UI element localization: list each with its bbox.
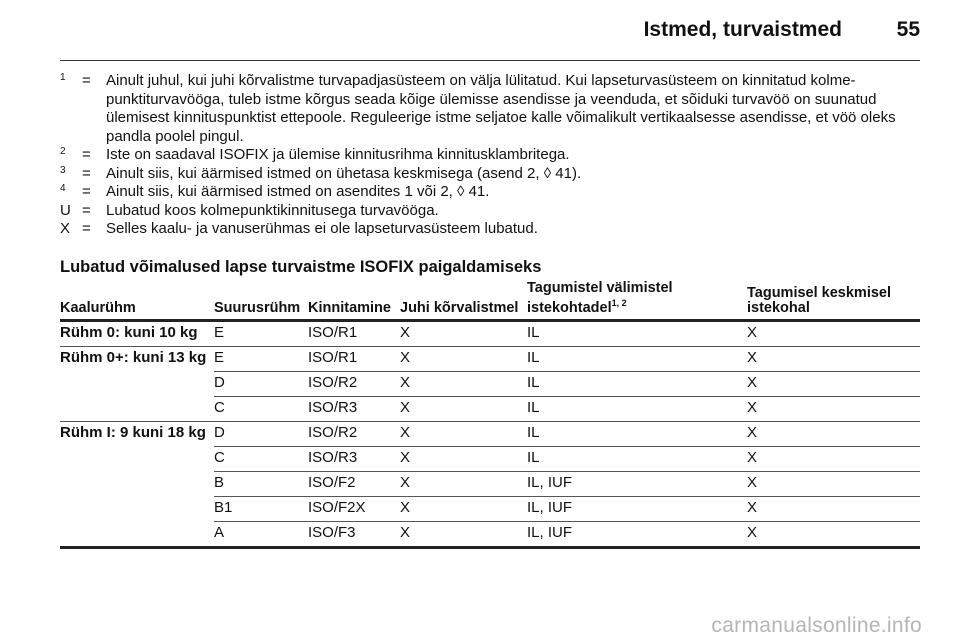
header-rear-outboard-line1: Tagumistel välimistel bbox=[527, 280, 673, 296]
cell-weight-group bbox=[60, 396, 214, 421]
cell-weight-group: Rühm I: 9 kuni 18 kg bbox=[60, 423, 206, 441]
footnote-mark: 3 bbox=[60, 164, 66, 176]
cell-rear-outboard: IL bbox=[527, 396, 747, 421]
cell-rear-outboard: IL bbox=[527, 421, 747, 446]
cell-weight-group: Rühm 0: kuni 10 kg bbox=[60, 320, 214, 346]
header-footnote-ref: 1, 2 bbox=[611, 298, 627, 308]
cell-weight-group bbox=[60, 496, 214, 521]
table-row bbox=[60, 346, 920, 371]
page-number: 55 bbox=[896, 18, 920, 41]
footnote bbox=[60, 202, 920, 221]
footnote-equals: = bbox=[82, 201, 91, 219]
footnote-text: Iste on saadaval ISOFIX ja ülemise kinnitusrihma kinnitusklambritega. bbox=[106, 146, 570, 163]
cell-size-class: B bbox=[214, 471, 308, 496]
footnote-text: Ainult siis, kui äärmised istmed on asendites 1 või 2, ◊ 41. bbox=[106, 183, 490, 200]
footnote-mark: 1 bbox=[60, 72, 66, 83]
cell-front-passenger: X bbox=[400, 496, 527, 521]
footnote bbox=[60, 165, 920, 184]
footnote-equals: = bbox=[82, 183, 91, 200]
footnote-equals: = bbox=[82, 72, 91, 89]
cell-rear-outboard: IL, IUF bbox=[527, 496, 747, 521]
cell-rear-center: X bbox=[747, 471, 920, 496]
table-row bbox=[60, 496, 920, 521]
cell-fixture: ISO/R2 bbox=[308, 371, 400, 396]
cell-rear-center: X bbox=[747, 371, 920, 396]
cell-size-class: A bbox=[214, 521, 308, 547]
cell-front-passenger: X bbox=[400, 521, 527, 547]
cell-size-class: D bbox=[214, 371, 308, 396]
footnote-text: Lubatud koos kolmepunktikinnitusega turvavööga. bbox=[106, 201, 439, 219]
cell-front-passenger: X bbox=[400, 446, 527, 471]
table-row bbox=[60, 471, 920, 496]
cell-front-passenger: X bbox=[400, 371, 527, 396]
footnote bbox=[60, 220, 920, 239]
table-header-row bbox=[60, 281, 920, 320]
cell-fixture: ISO/R1 bbox=[308, 320, 400, 346]
cell-front-passenger: X bbox=[400, 471, 527, 496]
cell-front-passenger: X bbox=[400, 346, 527, 371]
cell-fixture: ISO/F2X bbox=[308, 496, 400, 521]
cell-fixture: ISO/R1 bbox=[308, 346, 400, 371]
cell-front-passenger: X bbox=[400, 421, 527, 446]
cell-rear-outboard: IL, IUF bbox=[527, 521, 747, 547]
footnote-text: Ainult siis, kui äärmised istmed on ühetasa keskmisega (asend 2, ◊ 41). bbox=[106, 164, 582, 182]
footnote bbox=[60, 72, 920, 146]
section-title: Lubatud võimalused lapse turvaistme ISOFIX paigaldamiseks bbox=[60, 258, 542, 276]
cell-weight-group bbox=[60, 471, 214, 496]
header-rear-center-line1: Tagumisel keskmisel bbox=[747, 284, 892, 301]
table-row bbox=[60, 521, 920, 547]
cell-rear-center: X bbox=[747, 346, 920, 371]
cell-rear-outboard: IL bbox=[527, 371, 747, 396]
header-size-class: Suurusrühm bbox=[214, 281, 308, 320]
cell-size-class: E bbox=[214, 346, 308, 371]
cell-front-passenger: X bbox=[400, 320, 527, 346]
footnote bbox=[60, 183, 920, 202]
table-row bbox=[60, 371, 920, 396]
footnote-equals: = bbox=[82, 164, 91, 182]
footnote-text: Selles kaalu- ja vanuserühmas ei ole lapseturvasüsteem lubatud. bbox=[106, 220, 538, 237]
table-row bbox=[60, 396, 920, 421]
cell-size-class: C bbox=[214, 446, 308, 471]
page-title: Istmed, turvaistmed bbox=[643, 18, 842, 41]
footnote-equals: = bbox=[82, 220, 91, 237]
cell-size-class: D bbox=[214, 421, 308, 446]
cell-rear-outboard: IL bbox=[527, 320, 747, 346]
cell-front-passenger: X bbox=[400, 396, 527, 421]
cell-weight-group bbox=[60, 371, 214, 396]
table-row bbox=[60, 320, 920, 346]
header-rear-outboard-line2: istekohtadel bbox=[527, 299, 612, 316]
cell-rear-center: X bbox=[747, 446, 920, 471]
cell-rear-center: X bbox=[747, 496, 920, 521]
cell-fixture: ISO/R2 bbox=[308, 421, 400, 446]
cell-rear-center: X bbox=[747, 421, 920, 446]
footnote-equals: = bbox=[82, 146, 91, 163]
footnote-mark: U bbox=[60, 201, 71, 219]
page-header bbox=[60, 18, 920, 52]
cell-size-class: B1 bbox=[214, 496, 308, 521]
cell-size-class: C bbox=[214, 396, 308, 421]
footnote-mark: 2 bbox=[60, 146, 66, 157]
footnote-mark: 4 bbox=[60, 183, 66, 194]
header-front-passenger: Juhi kõrvalistmel bbox=[400, 281, 527, 320]
header-divider bbox=[60, 60, 920, 61]
cell-weight-group bbox=[60, 446, 214, 471]
cell-size-class: E bbox=[214, 320, 308, 346]
header-rear-center-line2: istekohal bbox=[747, 299, 810, 316]
footnote bbox=[60, 146, 920, 165]
cell-rear-outboard: IL bbox=[527, 346, 747, 371]
cell-fixture: ISO/F2 bbox=[308, 471, 400, 496]
cell-fixture: ISO/F3 bbox=[308, 521, 400, 547]
header-fixture: Kinnitamine bbox=[308, 281, 400, 320]
header-weight-group: Kaalurühm bbox=[60, 281, 214, 320]
footnotes bbox=[60, 72, 920, 239]
cell-rear-center: X bbox=[747, 320, 920, 346]
cell-rear-center: X bbox=[747, 521, 920, 547]
footnote-mark: X bbox=[60, 220, 71, 237]
header-rear-center bbox=[747, 281, 920, 320]
cell-fixture: ISO/R3 bbox=[308, 396, 400, 421]
watermark: carmanualsonline.info bbox=[711, 614, 922, 637]
cell-rear-outboard: IL bbox=[527, 446, 747, 471]
cell-rear-outboard: IL, IUF bbox=[527, 471, 747, 496]
cell-rear-center: X bbox=[747, 396, 920, 421]
isofix-table bbox=[60, 281, 920, 549]
header-rear-outboard bbox=[527, 281, 747, 320]
cell-fixture: ISO/R3 bbox=[308, 446, 400, 471]
table-row bbox=[60, 421, 920, 446]
footnote-text: Ainult juhul, kui juhi kõrvalistme turvapadjasüsteem on välja lülitatud. Kui lapseturvasüsteem on kinnitatud kolme-punktiturvavööga, tuleb istme kõrgus seada kõige ülemisse asendisse ja veenduda, et sõiduki turvavöö on suunatud ülemisest kinnituspunktist ettepoole. Reguleerige istme seljatoe kalle võimalikult vertikaalsesse asendisse, et vöö oleks pandla poolel pingul. bbox=[106, 72, 896, 145]
cell-weight-group: Rühm 0+: kuni 13 kg bbox=[60, 348, 207, 366]
table-row bbox=[60, 446, 920, 471]
cell-weight-group bbox=[60, 521, 214, 547]
